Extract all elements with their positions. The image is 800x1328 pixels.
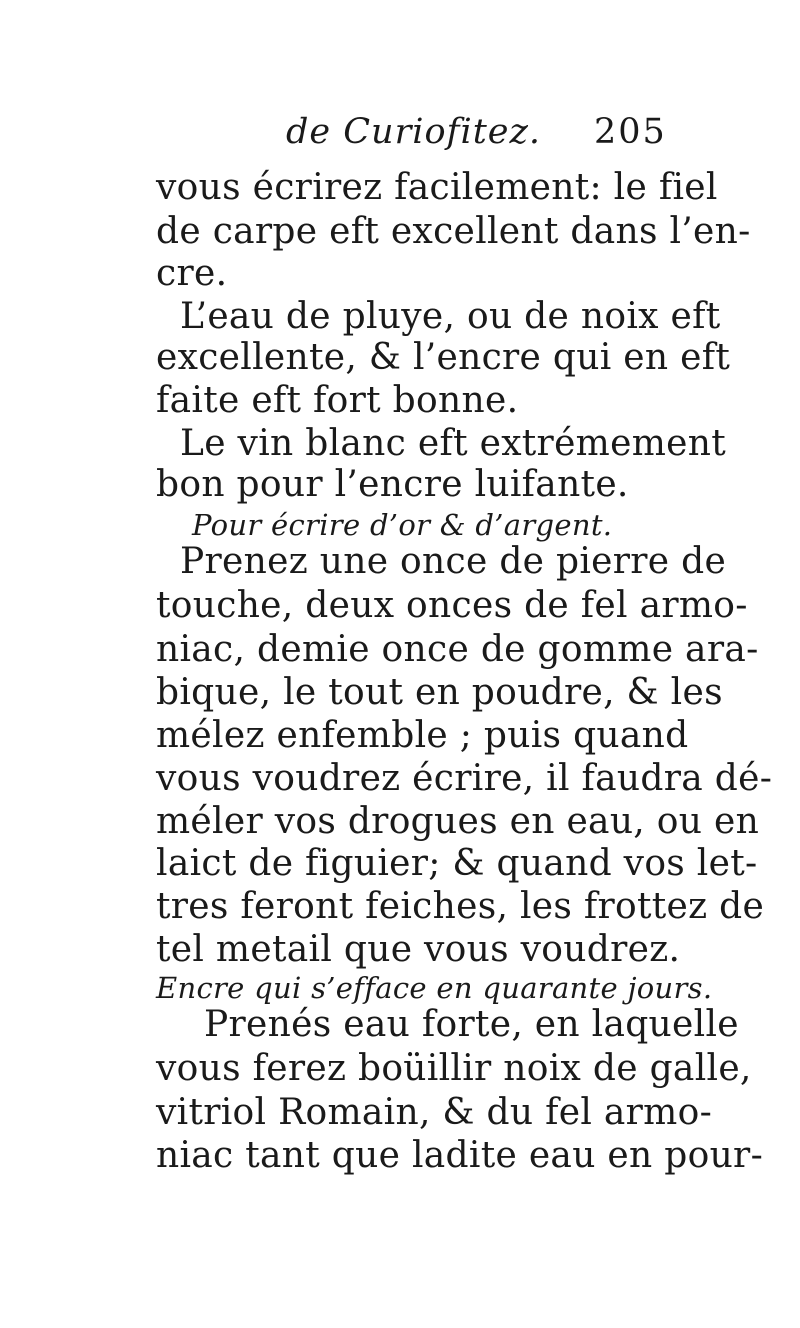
text-line: bon pour l’encre luifante. — [156, 464, 629, 505]
text-line: vous voudrez écrire, il faudra dé- — [156, 758, 773, 799]
paragraph-start-line: Le vin blanc eft extrémement — [180, 423, 727, 464]
text-line: vous écrirez facilement: le fiel — [156, 167, 718, 208]
section-heading: Pour écrire d’or & d’argent. — [192, 508, 613, 542]
running-title: de Curiofitez. — [286, 112, 542, 152]
text-line: de carpe eft excellent dans l’en- — [156, 211, 751, 252]
section-heading: Encre qui s’efface en quarante jours. — [156, 971, 713, 1005]
paragraph-start-line: Prenez une once de pierre de — [180, 541, 727, 582]
text-line: tel metail que vous voudrez. — [156, 929, 681, 970]
text-line: vous ferez boüillir noix de galle, — [156, 1048, 752, 1089]
text-line: mélez enfemble ; puis quand — [156, 715, 689, 756]
paragraph-start-line: L’eau de pluye, ou de noix eft — [180, 296, 721, 337]
text-line: niac tant que ladite eau en pour- — [156, 1135, 764, 1176]
text-line: tres feront feiches, les frottez de — [156, 886, 765, 927]
paragraph-start-line: Prenés eau forte, en laquelle — [204, 1004, 739, 1045]
text-line: bique, le tout en poudre, & les — [156, 672, 723, 713]
text-line: excellente, & l’encre qui en eft — [156, 337, 731, 378]
text-line: méler vos drogues en eau, ou en — [156, 801, 760, 842]
text-line: faite eft fort bonne. — [156, 380, 519, 421]
text-line: cre. — [156, 253, 228, 294]
text-line: laict de figuier; & quand vos let- — [156, 843, 758, 884]
page-number: 205 — [594, 112, 667, 152]
page-header — [286, 112, 666, 162]
text-line: niac, demie once de gomme ara- — [156, 629, 759, 670]
text-line: vitriol Romain, & du fel armo- — [156, 1092, 713, 1133]
text-line: touche, deux onces de fel armo- — [156, 585, 748, 626]
